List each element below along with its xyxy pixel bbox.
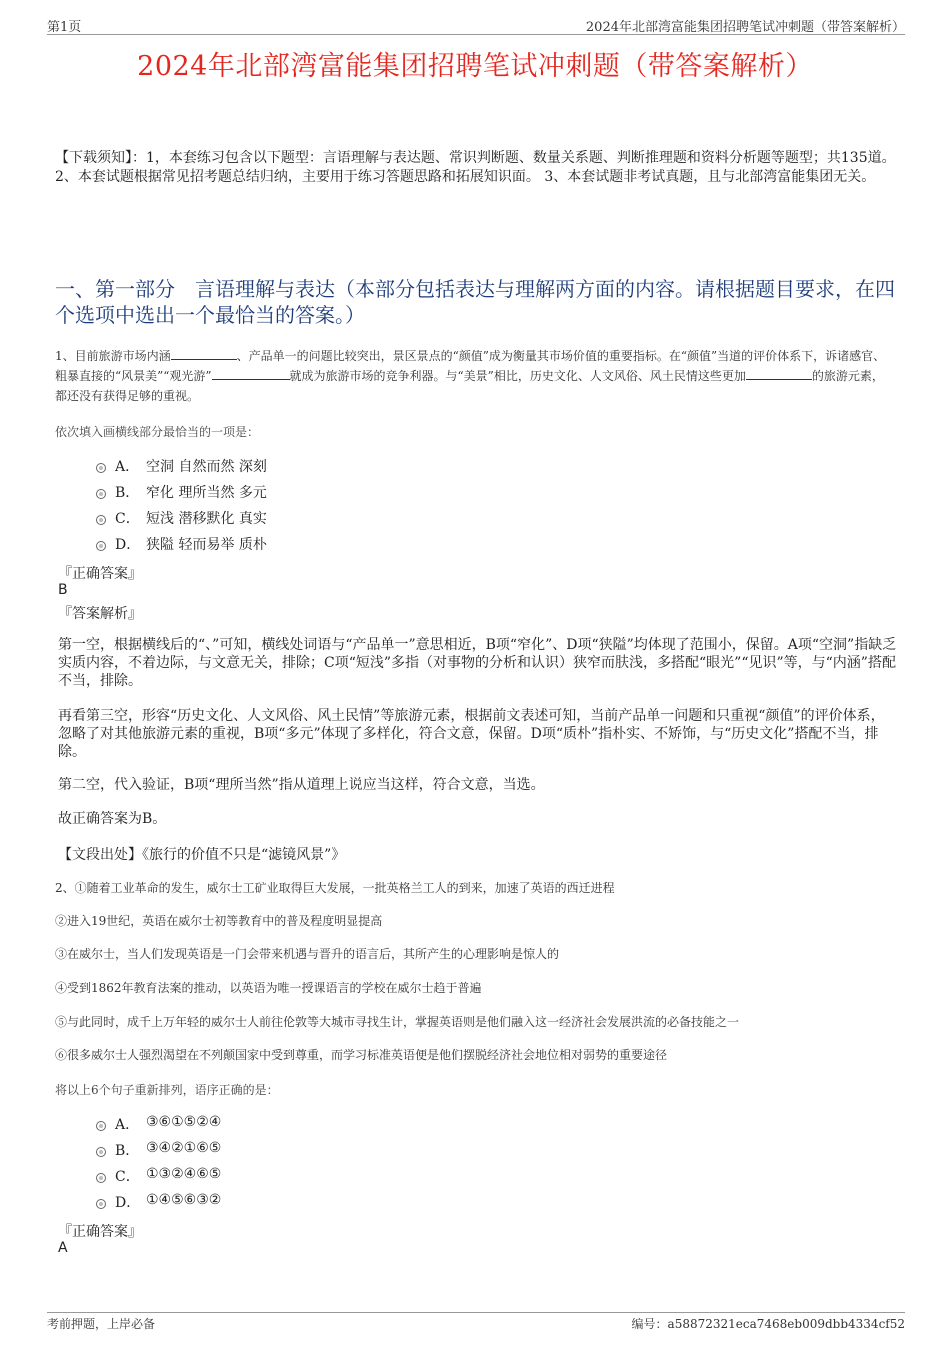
analysis-conclusion: 故正确答案为B。 [58,811,167,827]
analysis-paragraph: 第二空，代入验证，B项“理所当然”指从道理上说应当这样，符合文意，当选。 [58,777,545,793]
question-1-prompt: 依次填入画横线部分最恰当的一项是： [55,425,260,439]
sentence-item: 2、①随着工业革命的发生，威尔士工矿业取得巨大发展，一批英格兰工人的到来，加速了英语的西迁进程 [55,881,615,895]
radio-icon[interactable] [96,1173,106,1183]
sentence-item: ②进入19世纪，英语在威尔士初等教育中的普及程度明显提高 [55,914,383,928]
source-citation: 【文段出处】《旅行的价值不只是“滤镜风景”》 [58,847,346,863]
blank-2 [212,366,290,380]
question-2-prompt: 将以上6个句子重新排列，语序正确的是： [55,1083,279,1097]
answer-value: A [58,1240,68,1256]
q1-text-part3: 就成为旅游市场的竞争利器。与“美景”相比，历史文化、人文风俗、风土民情这些更加 [289,369,746,383]
footer-slogan: 考前押题，上岸必备 [47,1317,156,1331]
page-number: 第1页 [47,20,82,35]
radio-icon[interactable] [96,541,106,551]
q1-text-part1: 1、目前旅游市场内涵 [55,349,171,363]
answer-label: 『正确答案』 [58,566,142,582]
radio-icon[interactable] [96,1199,106,1209]
download-notice: 【下载须知】：1，本套练习包含以下题型：言语理解与表达题、常识判断题、数量关系题、判断推理题和资料分析题等题型；共135道。 2、本套试题根据常见招考题总结归纳，主要用于练习答题思路和拓展知识面。 3、本套试题非考试真题，且与北部湾富能集团无关。 [55,150,896,185]
document-code: 编号：a58872321eca7468eb009dbb4334cf52 [631,1317,905,1331]
radio-icon[interactable] [96,489,106,499]
sentence-item: ⑥很多威尔士人强烈渴望在不列颠国家中受到尊重，而学习标准英语便是他们摆脱经济社会地位相对弱势的重要途径 [55,1048,668,1062]
blank-1 [171,346,237,360]
page-header [47,14,905,35]
header-doc-title: 2024年北部湾富能集团招聘笔试冲刺题（带答案解析） [585,20,905,35]
sentence-item: ③在威尔士，当人们发现英语是一门会带来机遇与晋升的语言后，其所产生的心理影响是惊人的 [55,947,560,961]
q1-text-part4: 的旅游元素，都还没有获得足够的重视。 [55,369,884,403]
answer-value: B [58,582,68,598]
blank-3 [746,366,812,380]
analysis-label: 『答案解析』 [58,606,142,622]
sentence-item: ⑤与此同时，成千上万年轻的威尔士人前往伦敦等大城市寻找生计，掌握英语则是他们融入这一经济社会发展洪流的必备技能之一 [55,1015,740,1029]
radio-icon[interactable] [96,515,106,525]
analysis-paragraph: 第一空，根据横线后的“、”可知，横线处词语与“产品单一”意思相近，B项“窄化”、D项“狭隘”均体现了范围小，保留。A项“空洞”指缺乏实质内容，不着边际，与文意无关，排除；C项“短浅”多指（对事物的分析和认识）狭窄而肤浅，多搭配“眼光”“见识”等，与“内涵”搭配不当，排除。 [58,637,897,689]
q1-text-part2: 、产品单一的问题比较突出，景区景点的“颜值”成为衡量其市场价值的重要指标。在“颜值”当道的评价体系下，诉诸感官、粗暴直接的“风景美”“观光游” [55,349,886,383]
sentence-item: ④受到1862年教育法案的推动，以英语为唯一授课语言的学校在威尔士趋于普遍 [55,981,482,995]
radio-icon[interactable] [96,1147,106,1157]
page-footer [47,1312,905,1331]
answer-label: 『正确答案』 [58,1224,142,1240]
analysis-paragraph: 再看第三空，形容“历史文化、人文风俗、风土民情”等旅游元素，根据前文表述可知，当前产品单一问题和只重视“颜值”的评价体系，忽略了对其他旅游元素的重视，B项“多元”体现了多样化，符合文意，保留。D项“质朴”指朴实、不矫饰，与“历史文化”搭配不当，排除。 [58,708,885,760]
section-title: 一、第一部分 言语理解与表达（本部分包括表达与理解两方面的内容。请根据题目要求，在四个选项中选出一个最恰当的答案。） [55,277,895,327]
page-title: 2024年北部湾富能集团招聘笔试冲刺题（带答案解析） [137,51,813,82]
radio-icon[interactable] [96,463,106,473]
radio-icon[interactable] [96,1121,106,1131]
question-1-stem [55,346,895,406]
